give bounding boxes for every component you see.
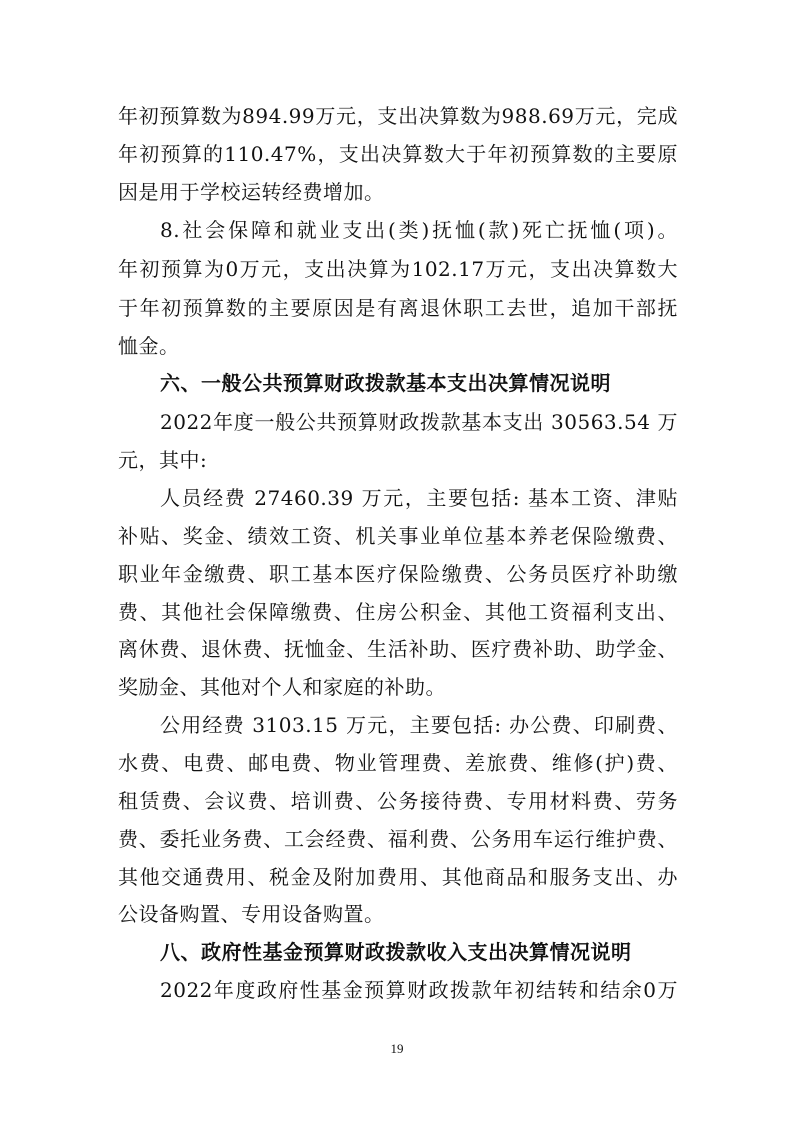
text-line: 离休费、退休费、抚恤金、生活补助、医疗费补助、助学金、 [118,637,678,661]
text-line: 公设备购置、专用设备购置。 [118,902,385,926]
text-line: 2022年度一般公共预算财政拨款基本支出 30563.54 万 [160,410,678,434]
text-line: 人员经费 27460.39 万元，主要包括: 基本工资、津贴 [160,486,678,510]
text-line: 年初预算数为894.99万元，支出决算数为988.69万元，完成 [118,104,678,128]
text-line: 年初预算的110.47%，支出决算数大于年初预算数的主要原 [118,142,678,166]
text-line: 年初预算为0万元，支出决算为102.17万元，支出决算数大 [118,257,678,281]
text-line: 公用经费 3103.15 万元，主要包括: 办公费、印刷费、 [160,713,678,737]
text-line: 费、委托业务费、工会经费、福利费、公务用车运行维护费、 [118,827,678,851]
section-heading: 六、一般公共预算财政拨款基本支出决算情况说明 [160,371,611,395]
text-line: 补贴、奖金、绩效工资、机关事业单位基本养老保险缴费、 [118,524,678,548]
text-line: 奖励金、其他对个人和家庭的补助。 [118,675,446,699]
text-line: 8.社会保障和就业支出(类)抚恤(款)死亡抚恤(项)。 [160,218,678,242]
text-line: 其他交通费用、税金及附加费用、其他商品和服务支出、办 [118,865,678,889]
text-line: 水费、电费、邮电费、物业管理费、差旅费、维修(护)费、 [118,751,678,775]
page-number: 19 [390,1041,404,1056]
text-line: 2022年度政府性基金预算财政拨款年初结转和结余0万 [160,978,678,1002]
text-line: 恤金。 [118,334,180,358]
text-line: 租赁费、会议费、培训费、公务接待费、专用材料费、劳务 [118,789,678,813]
text-line: 元，其中: [118,448,208,472]
text-line: 职业年金缴费、职工基本医疗保险缴费、公务员医疗补助缴 [118,562,678,586]
text-line: 于年初预算数的主要原因是有离退休职工去世，追加干部抚 [118,296,678,320]
section-heading: 八、政府性基金预算财政拨款收入支出决算情况说明 [160,940,632,964]
text-line: 因是用于学校运转经费增加。 [118,180,385,204]
text-line: 费、其他社会保障缴费、住房公积金、其他工资福利支出、 [118,600,678,624]
